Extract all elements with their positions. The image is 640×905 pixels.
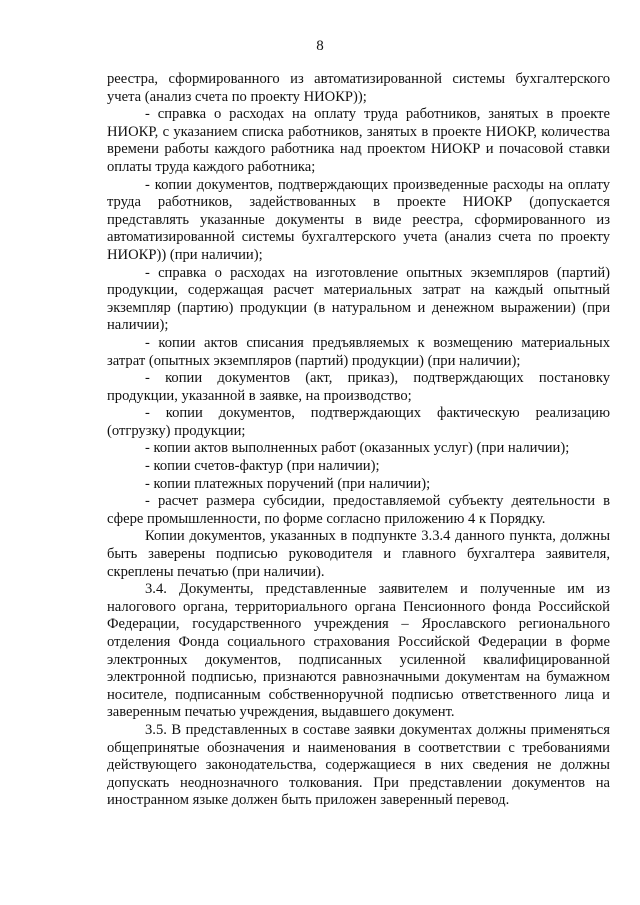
paragraph-list-item: - копии актов выполненных работ (оказанных услуг) (при наличии); — [145, 440, 570, 457]
paragraph-list-item: - копии счетов-фактур (при наличии); — [145, 458, 380, 475]
paragraph-list-item: - копии документов, подтверждающих фактическую реализацию (отгрузку) продукции; — [107, 405, 610, 439]
paragraph-list-item: - копии платежных поручений (при наличии); — [145, 475, 431, 492]
paragraph-list-item: - справка о расходах на оплату труда работников, занятых в проекте НИОКР, с указанием списка работников, занятых в проекте НИОКР, количества времени работы каждого работника над проектом НИОКР и почасовой ставки оплаты труда каждого работника; — [107, 106, 610, 175]
paragraph-list-item: - копии актов списания предъявляемых к возмещению материальных затрат (опытных экземпляров (партий) продукции) (при наличии); — [107, 334, 610, 369]
paragraph-clause-3-5: 3.5. В представленных в составе заявки документах должны применяться общепринятые обозначения и наименования в соответствии с требованиями действующего законодательства, содержащиеся в них сведения не должны допускать неоднозначного толкования. При представлении документов на иностранном языке должен быть приложен заверенный перевод. — [107, 721, 610, 809]
paragraph-list-item: - копии документов (акт, приказ), подтверждающих постановку продукции, указанной в заявке, на производство; — [107, 370, 610, 404]
body-text — [107, 71, 610, 810]
paragraph-list-item: - расчет размера субсидии, предоставляемой субъекту деятельности в сфере промышленности, по форме согласно приложению 4 к Порядку. — [107, 493, 610, 527]
paragraph-copies-requirement: Копии документов, указанных в подпункте 3.3.4 данного пункта, должны быть заверены подписью руководителя и главного бухгалтера заявителя, скреплены печатью (при наличии). — [107, 528, 610, 580]
paragraph-clause-3-4: 3.4. Документы, представленные заявителем и полученные им из налогового органа, территориального органа Пенсионного фонда Российской Федерации, государственного учреждения – Ярославского регионального отделения Фонда социального страхования Российской Федерации в форме электронных документов, подписанных усиленной квалифицированной электронной подписью, признаются равнозначными документам на бумажном носителе, подписанным собственноручной подписью ответственного лица и заверенным печатью учреждения, выдавшего документ. — [107, 581, 610, 721]
paragraph-list-item: - справка о расходах на изготовление опытных экземпляров (партий) продукции, содержащая расчет материальных затрат на каждый опытный экземпляр (партию) продукции (в натуральном и денежном выражении) (при наличии); — [107, 264, 610, 334]
paragraph-continuation: реестра, сформированного из автоматизированной системы бухгалтерского учета (анализ счета по проекту НИОКР)); — [107, 71, 610, 105]
paragraph-list-item: - копии документов, подтверждающих произведенные расходы на оплату труда работников, задействованных в проекте НИОКР (допускается представлять указанные документы в виде реестра, сформированного из автоматизированной системы бухгалтерского учета (анализ счета по проекту НИОКР)) (при наличии); — [107, 176, 610, 263]
page-number: 8 — [316, 38, 324, 54]
